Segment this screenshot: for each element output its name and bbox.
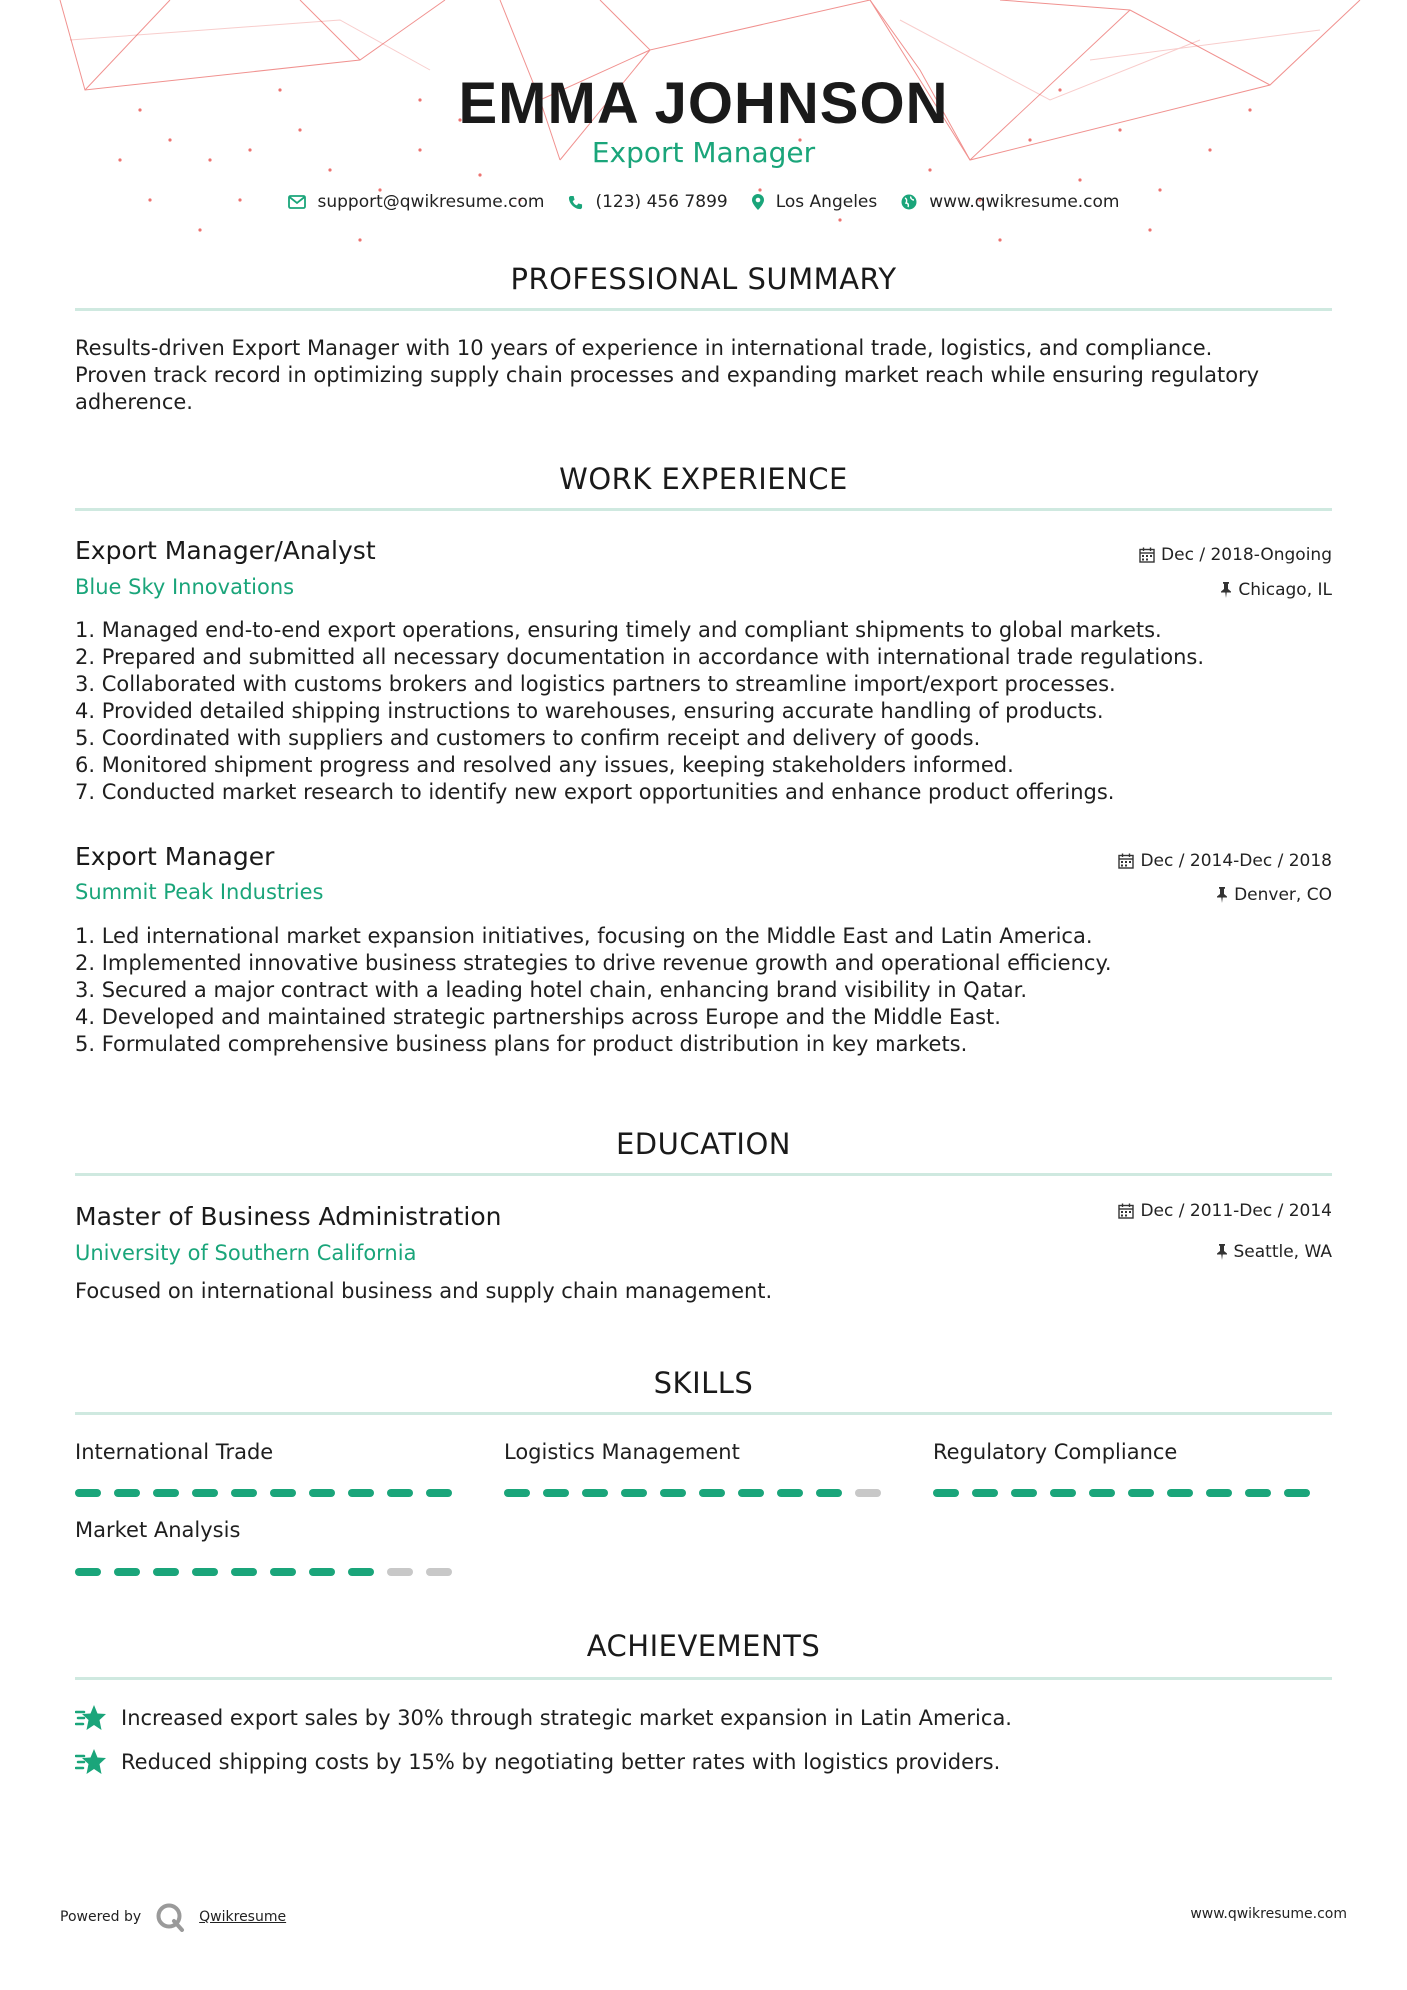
education-dates	[1118, 1201, 1332, 1221]
qwikresume-link[interactable]: Qwikresume	[199, 1909, 287, 1925]
rating-dash-filled	[1050, 1489, 1076, 1497]
job-company: Blue Sky Innovations	[75, 575, 295, 599]
skill-name: Logistics Management	[504, 1440, 740, 1464]
skill-rating	[75, 1489, 465, 1497]
achievement-text: Increased export sales by 30% through strategic market expansion in Latin America.	[121, 1706, 1012, 1730]
pushpin-icon	[1216, 1244, 1228, 1260]
skill-name: International Trade	[75, 1440, 274, 1464]
summary-line: Proven track record in optimizing supply chain processes and expanding market reach while ensuring regulatory	[75, 363, 1260, 387]
rating-dash-empty	[426, 1568, 452, 1576]
candidate-name: EMMA JOHNSON	[458, 71, 949, 136]
job-responsibilities	[75, 617, 1332, 806]
rating-dash-filled	[153, 1489, 179, 1497]
candidate-role: Export Manager	[591, 136, 816, 169]
skills-divider	[75, 1412, 1332, 1415]
star-badge-icon	[75, 1748, 107, 1776]
rating-dash-filled	[270, 1489, 296, 1497]
rating-dash-empty	[855, 1489, 881, 1497]
rating-dash-filled	[426, 1489, 452, 1497]
education-description: Focused on international business and supply chain management.	[75, 1279, 773, 1303]
star-badge-icon	[75, 1704, 107, 1732]
qwikresume-logo-icon	[155, 1902, 185, 1932]
education-heading: EDUCATION	[615, 1127, 791, 1161]
rating-dash-empty	[387, 1568, 413, 1576]
skill-name: Regulatory Compliance	[933, 1440, 1178, 1464]
contact-bar	[0, 192, 1407, 212]
list-item: 1. Managed end-to-end export operations, ensuring timely and compliant shipments to global markets.	[75, 618, 1162, 642]
rating-dash-filled	[1011, 1489, 1037, 1497]
rating-dash-filled	[192, 1489, 218, 1497]
rating-dash-filled	[621, 1489, 647, 1497]
skill-rating	[933, 1489, 1323, 1497]
rating-dash-filled	[1284, 1489, 1310, 1497]
achievements-heading: ACHIEVEMENTS	[586, 1629, 821, 1663]
job-location	[1216, 885, 1332, 905]
phone-icon	[568, 195, 583, 210]
rating-dash-filled	[75, 1568, 101, 1576]
rating-dash-filled	[309, 1489, 335, 1497]
map-pin-icon	[752, 194, 764, 210]
contact-email[interactable]	[288, 192, 545, 212]
job-company: Summit Peak Industries	[75, 880, 324, 904]
rating-dash-filled	[1206, 1489, 1232, 1497]
experience-heading: WORK EXPERIENCE	[559, 462, 848, 496]
skill-name: Market Analysis	[75, 1518, 241, 1542]
list-item: 7. Conducted market research to identify new export opportunities and enhance product offerings.	[75, 780, 1115, 804]
list-item: 5. Coordinated with suppliers and customers to confirm receipt and delivery of goods.	[75, 726, 981, 750]
job-location-text: Denver, CO	[1234, 885, 1332, 905]
rating-dash-filled	[1089, 1489, 1115, 1497]
phone-text: (123) 456 7899	[595, 192, 728, 212]
rating-dash-filled	[348, 1489, 374, 1497]
rating-dash-filled	[777, 1489, 803, 1497]
rating-dash-filled	[114, 1489, 140, 1497]
rating-dash-filled	[75, 1489, 101, 1497]
email-text: support@qwikresume.com	[317, 192, 545, 212]
rating-dash-filled	[231, 1489, 257, 1497]
rating-dash-filled	[348, 1568, 374, 1576]
calendar-icon	[1118, 1203, 1134, 1219]
pushpin-icon	[1220, 582, 1232, 598]
footer-website-link[interactable]: www.qwikresume.com	[1190, 1906, 1347, 1922]
rating-dash-filled	[972, 1489, 998, 1497]
job-location	[1220, 580, 1332, 600]
rating-dash-filled	[270, 1568, 296, 1576]
skills-heading: SKILLS	[653, 1366, 754, 1400]
rating-dash-filled	[660, 1489, 686, 1497]
calendar-icon	[1118, 853, 1134, 869]
rating-dash-filled	[1245, 1489, 1271, 1497]
achievements-divider	[75, 1677, 1332, 1680]
job-dates	[1139, 545, 1332, 565]
powered-by-label: Powered by	[60, 1909, 142, 1925]
job-dates	[1118, 851, 1332, 871]
list-item: 4. Developed and maintained strategic partnerships across Europe and the Middle East.	[75, 1005, 1001, 1029]
achievement-item	[75, 1748, 1000, 1776]
job-location-text: Chicago, IL	[1238, 580, 1332, 600]
list-item: 4. Provided detailed shipping instructions to warehouses, ensuring accurate handling of products.	[75, 699, 1104, 723]
contact-website[interactable]	[901, 192, 1119, 212]
rating-dash-filled	[153, 1568, 179, 1576]
globe-icon	[901, 194, 917, 210]
rating-dash-filled	[192, 1568, 218, 1576]
education-location	[1216, 1242, 1333, 1262]
list-item: 2. Prepared and submitted all necessary documentation in accordance with international trade regulations.	[75, 645, 1205, 669]
job-dates-text: Dec / 2018-Ongoing	[1161, 545, 1332, 565]
list-item: 3. Secured a major contract with a leading hotel chain, enhancing brand visibility in Qatar.	[75, 978, 1028, 1002]
education-location-text: Seattle, WA	[1233, 1242, 1332, 1262]
job-title: Export Manager	[75, 842, 275, 871]
rating-dash-filled	[114, 1568, 140, 1576]
rating-dash-filled	[309, 1568, 335, 1576]
summary-line: adherence.	[75, 390, 193, 414]
list-item: 1. Led international market expansion initiatives, focusing on the Middle East and Latin America.	[75, 924, 1093, 948]
job-responsibilities	[75, 923, 1332, 1058]
footer-branding	[60, 1902, 286, 1932]
rating-dash-filled	[933, 1489, 959, 1497]
experience-divider	[75, 508, 1332, 511]
skill-rating	[75, 1568, 465, 1576]
envelope-icon	[288, 195, 306, 209]
summary-heading: PROFESSIONAL SUMMARY	[510, 262, 897, 296]
education-dates-text: Dec / 2011-Dec / 2014	[1140, 1201, 1332, 1221]
rating-dash-filled	[738, 1489, 764, 1497]
school-name: University of Southern California	[75, 1241, 417, 1265]
pushpin-icon	[1216, 887, 1228, 903]
list-item: 2. Implemented innovative business strategies to drive revenue growth and operational efficiency.	[75, 951, 1112, 975]
rating-dash-filled	[231, 1568, 257, 1576]
list-item: 6. Monitored shipment progress and resolved any issues, keeping stakeholders informed.	[75, 753, 1014, 777]
job-title: Export Manager/Analyst	[75, 536, 376, 565]
rating-dash-filled	[504, 1489, 530, 1497]
rating-dash-filled	[1167, 1489, 1193, 1497]
rating-dash-filled	[582, 1489, 608, 1497]
rating-dash-filled	[816, 1489, 842, 1497]
achievement-text: Reduced shipping costs by 15% by negotiating better rates with logistics providers.	[121, 1750, 1001, 1774]
location-text: Los Angeles	[775, 192, 878, 212]
achievement-item	[75, 1704, 1012, 1732]
degree-title: Master of Business Administration	[75, 1202, 502, 1231]
list-item: 5. Formulated comprehensive business plans for product distribution in key markets.	[75, 1032, 968, 1056]
summary-line: Results-driven Export Manager with 10 years of experience in international trade, logistics, and compliance.	[75, 336, 1213, 360]
rating-dash-filled	[387, 1489, 413, 1497]
skill-rating	[504, 1489, 894, 1497]
rating-dash-filled	[543, 1489, 569, 1497]
summary-divider	[75, 308, 1332, 311]
list-item: 3. Collaborated with customs brokers and logistics partners to streamline import/export processes.	[75, 672, 1116, 696]
rating-dash-filled	[699, 1489, 725, 1497]
calendar-icon	[1139, 547, 1155, 563]
job-dates-text: Dec / 2014-Dec / 2018	[1140, 851, 1332, 871]
contact-location	[752, 192, 878, 212]
contact-phone[interactable]	[568, 192, 727, 212]
summary-text	[75, 335, 1332, 416]
education-divider	[75, 1173, 1332, 1176]
rating-dash-filled	[1128, 1489, 1154, 1497]
website-text: www.qwikresume.com	[929, 192, 1120, 212]
